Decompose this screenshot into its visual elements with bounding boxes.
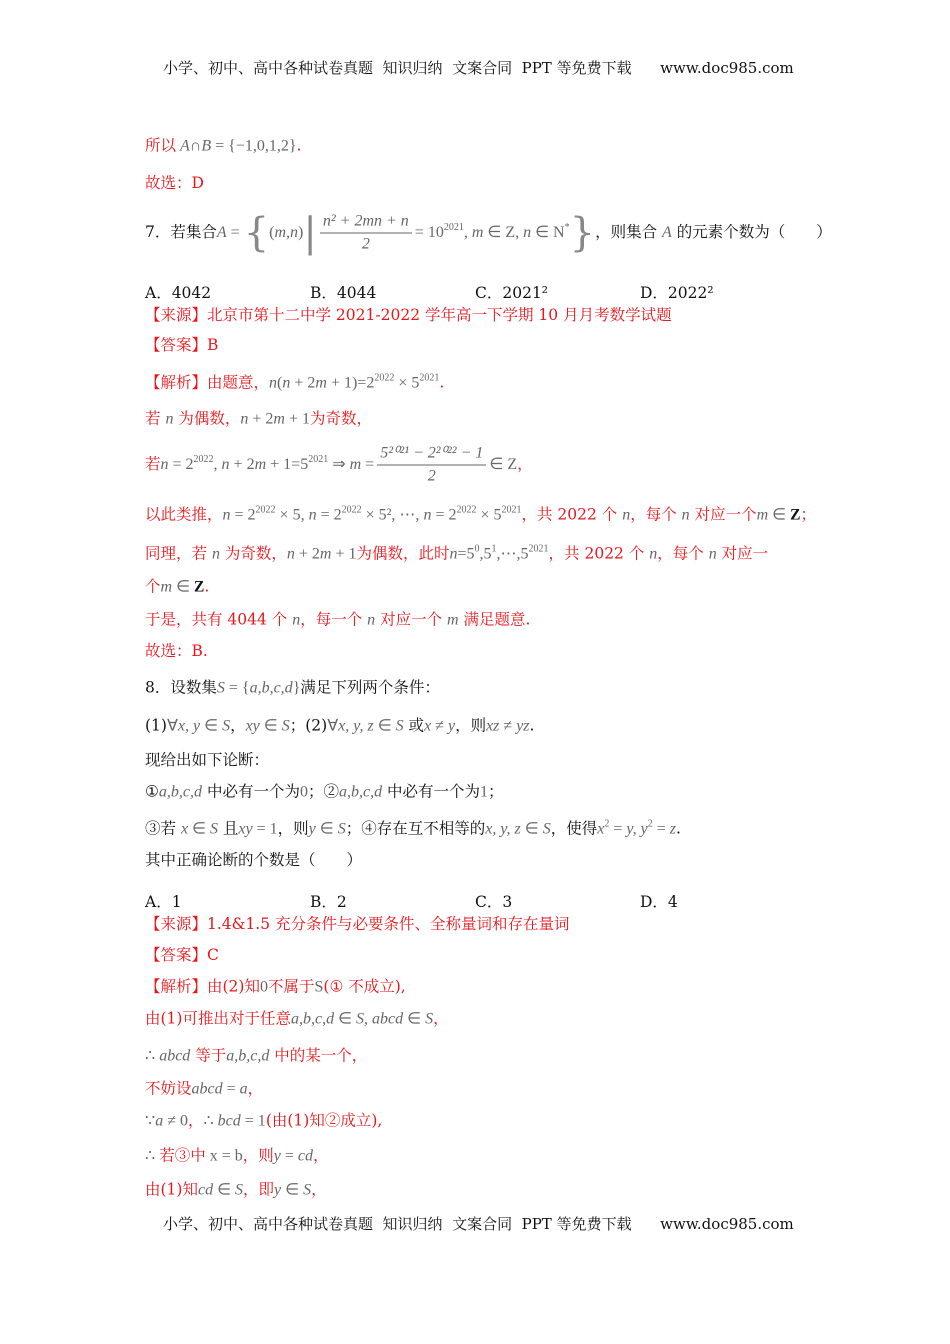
math-expression: Z xyxy=(194,578,205,596)
math-expression: + 1)=2 xyxy=(326,374,375,392)
math-expression: ∈ xyxy=(403,1010,426,1028)
answer-text: 同理，若 xyxy=(145,544,212,563)
math-expression: n xyxy=(423,506,432,524)
answer-text: 【解析】由题意， xyxy=(145,373,270,392)
fraction-numerator: n² + 2mn + n xyxy=(320,211,412,234)
page-header: 小学、初中、高中各种试卷真题 知识归纳 文案合同 PPT 等免费下载 www.doc985.com xyxy=(163,59,794,77)
math-expression: 2021 xyxy=(308,454,329,465)
text-line xyxy=(145,1046,367,1067)
math-expression: 0 xyxy=(259,978,268,996)
answer-text: 等于 xyxy=(190,1046,227,1065)
answer-text: ， xyxy=(433,1009,449,1028)
text-line xyxy=(145,610,530,631)
text-line xyxy=(145,977,406,998)
math-expression: × 5, xyxy=(275,506,309,524)
text-line xyxy=(145,1009,449,1030)
text-line xyxy=(145,716,534,737)
fraction-denominator: 2 xyxy=(361,235,370,253)
answer-text: ，则 xyxy=(242,1146,274,1165)
question-text: 其中正确论断的个数是（ ） xyxy=(145,851,363,869)
math-expression: 2022 xyxy=(456,504,477,516)
fraction xyxy=(377,443,486,488)
math-expression: 0 xyxy=(299,783,308,801)
math-expression: ∈ xyxy=(281,1181,304,1199)
answer-text: ， xyxy=(187,1111,204,1130)
math-expression: a,b,c,d xyxy=(338,783,383,801)
answer-text: 为偶数，此时 xyxy=(356,544,450,563)
math-expression: S xyxy=(209,820,218,838)
answer-text: 【来源】1.4&1.5 充分条件与必要条件、全称量词和存在量词 xyxy=(145,915,570,933)
math-expression: ∈ xyxy=(334,1010,357,1028)
answer-text: 对应一个 xyxy=(375,610,448,629)
math-expression: a xyxy=(239,1080,248,1098)
math-expression: x, y, z xyxy=(338,717,374,735)
question-text: 满足下列两个条件： xyxy=(300,678,440,697)
math-expression: + 2 xyxy=(248,410,274,428)
math-expression: = xyxy=(361,456,375,473)
math-expression: S xyxy=(222,717,231,735)
text-line xyxy=(145,335,218,355)
math-expression: = 2 xyxy=(431,506,457,524)
math-expression: × 5², ⋯, xyxy=(361,506,424,524)
math-expression: n xyxy=(649,545,658,563)
answer-text: 为偶数， xyxy=(173,409,241,428)
math-expression: ∴ xyxy=(145,1047,160,1065)
answer-text: 若 xyxy=(145,455,161,473)
math-expression: × 5 xyxy=(394,374,420,392)
math-expression: n xyxy=(211,545,220,563)
answer-text: ； xyxy=(800,505,816,524)
math-expression: ( xyxy=(277,374,283,392)
math-expression: m xyxy=(160,578,173,596)
answer-text: (① 不成立), xyxy=(323,977,406,996)
question-text: . xyxy=(529,716,535,735)
answer-text: ， xyxy=(517,455,533,473)
answer-text: 不妨设 xyxy=(145,1079,192,1098)
math-expression: n xyxy=(622,506,631,524)
math-expression: ∈ xyxy=(768,506,791,524)
answer-option: B．4044 xyxy=(310,284,377,302)
answer-text: 以此类推， xyxy=(145,505,223,524)
math-expression: A xyxy=(216,224,227,241)
math-expression: } xyxy=(569,210,596,256)
math-expression: S xyxy=(337,820,346,838)
answer-text: 若 xyxy=(145,409,166,428)
math-expression: 1 xyxy=(480,783,489,801)
math-expression: m,n xyxy=(274,224,299,241)
math-expression: n xyxy=(449,545,458,563)
math-expression: = 2 xyxy=(230,506,256,524)
math-expression: cd xyxy=(197,1181,214,1199)
math-expression: ⇒ xyxy=(328,456,350,473)
question-text: ；② xyxy=(307,782,339,801)
fraction-numerator: 5²⁰²¹ − 2²⁰²² − 1 xyxy=(377,443,486,466)
text-line xyxy=(145,782,504,803)
math-expression: ∈ xyxy=(213,1181,236,1199)
answer-text: 故选：B. xyxy=(145,642,208,660)
math-expression: = 2 xyxy=(316,506,342,524)
math-expression: | xyxy=(303,210,317,256)
math-expression: 2022 xyxy=(341,504,362,516)
math-expression: z xyxy=(669,820,676,838)
answer-text: ， xyxy=(313,1146,329,1165)
math-expression: ∈ xyxy=(520,820,543,838)
answer-option: B．2 xyxy=(310,893,347,911)
math-expression: x xyxy=(597,820,605,838)
answer-text: 中的某一个， xyxy=(269,1046,368,1065)
math-expression: + 2 xyxy=(229,456,255,473)
math-expression: m xyxy=(273,410,285,428)
math-expression: ∈ xyxy=(200,717,223,735)
math-expression: = xyxy=(652,820,670,838)
math-expression: S xyxy=(542,820,551,838)
math-expression: y xyxy=(273,1147,281,1165)
text-line xyxy=(145,369,444,394)
math-expression: ∴ xyxy=(203,1112,218,1130)
answer-text: 为奇数， xyxy=(310,409,373,428)
text-line xyxy=(145,577,209,598)
answer-option: D．4 xyxy=(640,893,678,911)
text-line xyxy=(145,443,533,488)
math-expression: + 2 xyxy=(294,545,320,563)
math-expression: 2022 xyxy=(255,504,276,516)
question-text: 或 xyxy=(403,716,425,735)
text-line xyxy=(145,1079,263,1100)
question-text: (1) xyxy=(145,716,167,735)
math-expression: n xyxy=(681,506,690,524)
math-expression: ,5 xyxy=(479,545,492,563)
math-expression: ≠ 0 xyxy=(163,1112,188,1130)
question-text: . xyxy=(675,819,681,838)
math-expression: + 1 xyxy=(331,545,357,563)
answer-option: C．3 xyxy=(475,893,513,911)
math-expression: n xyxy=(292,611,301,629)
question-text: ，则集合 xyxy=(595,223,662,241)
math-expression: a,b,c,d xyxy=(249,679,293,697)
math-expression: 0 xyxy=(474,543,480,555)
math-expression: S xyxy=(425,1010,434,1028)
text-line xyxy=(145,540,768,565)
math-expression: a,b,c,d xyxy=(290,1010,335,1028)
math-expression: n xyxy=(286,545,295,563)
math-expression: 1 xyxy=(491,543,497,555)
text-line xyxy=(145,136,301,157)
answer-option: D．2022² xyxy=(640,284,714,302)
math-expression: S xyxy=(303,1181,312,1199)
math-expression: n xyxy=(160,456,169,473)
math-expression: x, y xyxy=(177,717,201,735)
text-line xyxy=(145,305,672,325)
math-expression: S xyxy=(395,717,404,735)
math-expression: ∈ Z xyxy=(489,456,518,473)
answer-text: 所以 xyxy=(145,136,177,155)
question-text: 现给出如下论断： xyxy=(145,751,270,769)
math-expression: 2021 xyxy=(528,543,549,555)
text-line xyxy=(145,1111,382,1132)
math-expression: 2021 xyxy=(443,222,464,233)
math-expression: xz xyxy=(486,717,500,735)
math-expression: 2021 xyxy=(501,504,522,516)
question-text: ，则 xyxy=(455,716,487,735)
math-expression: m xyxy=(254,456,267,473)
text-line xyxy=(145,409,372,430)
question-text: 8．设数集 xyxy=(145,678,217,697)
text-line xyxy=(145,211,832,256)
math-expression: n xyxy=(308,506,317,524)
answer-text: 不属于 xyxy=(267,977,315,996)
text-line xyxy=(145,914,570,934)
math-expression: a xyxy=(155,1112,164,1130)
math-expression: = xyxy=(609,820,627,838)
math-expression: * xyxy=(564,222,570,233)
answer-text: 【答案】C xyxy=(145,946,219,964)
math-expression: a,b,c,d xyxy=(226,1047,270,1065)
answer-text: 由(1)知 xyxy=(145,1180,198,1199)
question-text: ；④存在互不相等的 xyxy=(345,819,486,838)
answer-text: ，每一个 xyxy=(300,610,368,629)
answer-text: 【来源】北京市第十二中学 2021-2022 学年高一下学期 10 月月考数学试题 xyxy=(145,306,672,324)
math-expression: 2021 xyxy=(419,372,440,384)
question-text: 中必有一个为 xyxy=(382,782,481,801)
math-expression: ∈ xyxy=(259,717,282,735)
math-expression: n xyxy=(240,410,249,428)
text-line xyxy=(145,501,816,526)
math-expression: S, abcd xyxy=(356,1010,404,1028)
fraction-denominator: 2 xyxy=(427,467,436,485)
answer-option: A．4042 xyxy=(145,284,212,302)
answer-text: 【答案】B xyxy=(145,336,219,354)
question-text: ① xyxy=(145,782,159,801)
math-expression: n xyxy=(165,410,174,428)
math-expression: n xyxy=(523,224,532,241)
answer-option: A．1 xyxy=(145,893,182,911)
math-expression: ) xyxy=(298,224,304,241)
answer-text: 【解析】由(2)知 xyxy=(145,977,260,996)
answer-text: ，每个 xyxy=(630,505,682,524)
math-expression: yz xyxy=(516,717,530,735)
text-line xyxy=(145,173,204,193)
answer-option: C．2021² xyxy=(475,284,549,302)
math-expression: xy xyxy=(238,820,253,838)
math-expression: n xyxy=(367,611,376,629)
answer-text: 个 xyxy=(145,577,161,596)
math-expression: = xyxy=(226,224,244,241)
math-expression: x, y, z xyxy=(485,820,521,838)
answer-text: ， xyxy=(247,1079,264,1098)
answer-text: 满足题意. xyxy=(458,610,531,629)
answer-text: 对应一 xyxy=(716,544,769,563)
math-expression: bcd xyxy=(217,1112,241,1130)
math-expression: y xyxy=(274,1181,282,1199)
math-expression: S xyxy=(235,1181,244,1199)
math-expression: abcd xyxy=(159,1047,191,1065)
math-expression: m xyxy=(319,545,332,563)
math-expression: a,b,c,d xyxy=(158,783,203,801)
math-expression: + 1=5 xyxy=(266,456,309,473)
math-expression: ≠ xyxy=(431,717,448,735)
math-expression: = xyxy=(280,1147,298,1165)
math-expression: A∩B xyxy=(176,137,212,155)
answer-text: 为奇数， xyxy=(219,544,287,563)
math-expression: ∈ xyxy=(315,820,338,838)
text-line xyxy=(145,750,269,770)
math-expression: , m xyxy=(463,224,484,241)
math-expression: ≠ xyxy=(499,717,517,735)
math-expression: ∈ xyxy=(373,717,396,735)
math-expression: ∈ N xyxy=(531,224,565,241)
question-text: 中必有一个为 xyxy=(202,782,300,801)
question-text: ； xyxy=(488,782,504,801)
text-line xyxy=(145,678,440,699)
math-expression: x xyxy=(424,717,432,735)
math-expression: y xyxy=(447,717,456,735)
question-text: ；(2) xyxy=(289,716,328,735)
answer-text: 由(1)可推出对于任意 xyxy=(145,1009,291,1028)
math-expression: 2 xyxy=(647,818,653,830)
answer-text: 于是，共有 4044 个 xyxy=(145,610,293,629)
answer-text: (由(1)知②成立), xyxy=(265,1111,383,1130)
math-expression: A xyxy=(662,224,672,241)
math-expression: n xyxy=(221,456,230,473)
math-expression: × 5 xyxy=(476,506,502,524)
text-line xyxy=(145,815,681,840)
math-expression: S xyxy=(314,978,324,996)
text-line xyxy=(145,641,208,661)
math-expression: 2022 xyxy=(374,372,395,384)
math-expression: m xyxy=(315,374,327,392)
math-expression: ∴ xyxy=(145,1147,160,1165)
math-expression: m xyxy=(349,456,362,473)
answer-text: ， xyxy=(311,1180,327,1199)
math-expression: S xyxy=(281,717,290,735)
answer-text: 故选：D xyxy=(145,174,204,192)
math-expression: n xyxy=(708,545,717,563)
answer-text: ，共 2022 个 xyxy=(521,505,623,524)
math-expression: = {−1,0,1,2} xyxy=(211,137,297,155)
math-expression: y, y xyxy=(626,820,648,838)
math-expression: ∀ xyxy=(166,717,178,735)
answer-text: ，每个 xyxy=(657,544,709,563)
text-line xyxy=(145,945,219,965)
page-footer: 小学、初中、高中各种试卷真题 知识归纳 文案合同 PPT 等免费下载 www.doc985.com xyxy=(163,1215,794,1233)
math-expression: = 10 xyxy=(414,224,444,241)
answer-text: 若③中 xyxy=(159,1146,206,1165)
math-expression: m xyxy=(756,506,769,524)
answer-text: . xyxy=(296,136,302,155)
text-line xyxy=(145,850,362,870)
text-line xyxy=(145,1180,327,1201)
math-expression: abcd xyxy=(191,1080,223,1098)
math-expression: cd xyxy=(297,1147,313,1165)
text-line xyxy=(145,1146,329,1167)
answer-text: ，即 xyxy=(243,1180,275,1199)
math-expression: n xyxy=(222,506,231,524)
question-text: ，则 xyxy=(277,819,309,838)
question-text: 且 xyxy=(217,819,239,838)
math-expression: 2 xyxy=(604,818,610,830)
math-expression: =5 xyxy=(457,545,475,563)
answer-text: . xyxy=(439,373,445,392)
math-expression: = { xyxy=(224,679,250,697)
math-expression: n xyxy=(282,374,291,392)
question-text: ，使得 xyxy=(550,819,598,838)
math-expression: ( xyxy=(269,224,275,241)
math-expression: ∈ Z, xyxy=(483,224,524,241)
math-expression: , xyxy=(213,456,222,473)
math-expression: xy xyxy=(245,717,260,735)
math-expression: + 2 xyxy=(290,374,316,392)
math-expression: { xyxy=(243,210,270,256)
math-expression: 2022 xyxy=(193,454,214,465)
answer-text: ，共 2022 个 xyxy=(548,544,650,563)
math-expression: y xyxy=(308,820,316,838)
math-expression: n xyxy=(269,374,278,392)
math-expression: m xyxy=(447,611,459,629)
math-expression: ∀ xyxy=(327,717,339,735)
math-expression: S xyxy=(216,679,225,697)
math-expression: } xyxy=(292,679,301,697)
math-expression: x = b xyxy=(205,1147,243,1165)
question-text: 7．若集合 xyxy=(145,223,217,241)
answer-text: 对应一个 xyxy=(689,505,757,524)
math-expression: = 1 xyxy=(240,1112,266,1130)
math-expression: ∈ xyxy=(172,578,195,596)
math-expression: ∈ xyxy=(188,820,210,838)
question-text: ， xyxy=(230,716,246,735)
math-expression: = 2 xyxy=(168,456,194,473)
math-expression: + 1 xyxy=(284,410,310,428)
fraction xyxy=(320,211,412,256)
math-expression: Z xyxy=(790,506,801,524)
question-text: 的元素个数为（ ） xyxy=(671,223,832,241)
question-text: ③若 xyxy=(145,819,181,838)
math-expression: x xyxy=(180,820,189,838)
math-expression: ∵ xyxy=(145,1112,156,1130)
math-expression: = 1 xyxy=(252,820,278,838)
math-expression: ,⋯,5 xyxy=(496,545,529,563)
math-expression: = xyxy=(222,1080,240,1098)
answer-text: . xyxy=(204,577,210,596)
